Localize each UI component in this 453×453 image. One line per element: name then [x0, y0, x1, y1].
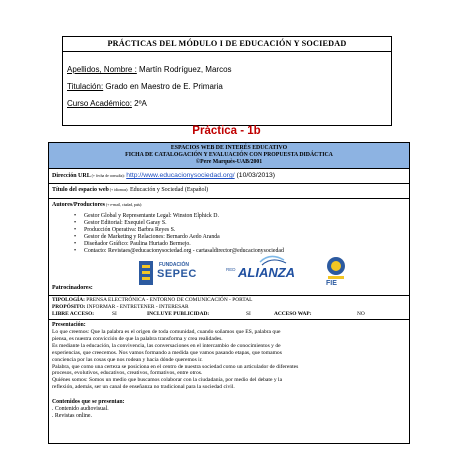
student-info-box: [62, 36, 392, 126]
publicidad-label: INCLUYE PUBLICIDAD:: [147, 311, 210, 317]
presentacion-section: [49, 320, 409, 443]
autor-item: • Producción Operativa: Barbra Reyes S.: [84, 227, 175, 233]
contenidos-label: Contenidos que se presentan:: [52, 399, 125, 405]
ficha-head-line3: ©Pere Marquès-UAB/2001: [195, 159, 263, 165]
libre-value: SI: [112, 311, 117, 317]
libre-label: LIBRE ACCESO:: [52, 311, 95, 317]
proposito-label: PROPÓSITO:: [52, 304, 86, 310]
presentacion-line: Lo que creemos: Que la palabra es el origen de toda comunidad, cuando soñamos que ES, palabra que: [52, 329, 281, 335]
autores-hint: (+ e-mail, ciudad, país):: [105, 203, 143, 207]
autores-label: Autores/Productores: [52, 202, 105, 208]
tipologia-label: TIPOLOGÍA:: [52, 297, 85, 303]
tipologia-value: PRENSA ELECTRÓNICA - ENTORNO DE COMUNICACIÓN - PORTAL: [84, 297, 253, 303]
presentacion-line: piensa, es nuestra convicción de que la palabra transforma y crea realidades.: [52, 335, 223, 342]
fie-text: FIE: [326, 280, 337, 287]
titulacion-label: Titulación:: [67, 82, 104, 91]
contenido-item: . Revistas online.: [52, 413, 92, 419]
acceso-line: [52, 311, 365, 317]
curso-line: [67, 99, 147, 108]
titulo-value: Educación y Sociedad (Español): [128, 187, 209, 193]
publicidad-value: SI: [246, 311, 251, 317]
direccion-date: (10/03/2013): [234, 172, 276, 179]
apellidos-line: [67, 65, 232, 74]
apellidos-value: Martín Rodríguez, Marcos: [136, 65, 232, 74]
presentacion-label: Presentación:: [52, 322, 86, 328]
presentacion-line: conciencia por las cosas que nos rodean y hacia dónde queremos ir.: [52, 356, 203, 363]
presentacion-line: Quiénes somos: Somos un medio que buscamos colaborar con la ciudadanía, por medio del debate y la: [52, 377, 283, 384]
presentacion-line: procesos, evolutivos, educativos, creativos, formativos, entre otros.: [52, 370, 203, 377]
alianza-logo: [224, 254, 304, 292]
titulo-row: [49, 184, 409, 199]
ficha-header: [49, 143, 409, 169]
presentacion-text: [52, 329, 404, 391]
autores-row: [49, 199, 409, 296]
autor-item: • Diseñador Gráfico: Paulina Hurtado Bermejo.: [84, 241, 191, 247]
autor-item: • Gestor Editorial: Exequiel Garay S.: [84, 220, 167, 226]
curso-value: 2ºA: [131, 99, 147, 108]
tipologia-line: [52, 297, 252, 303]
apellidos-label: Apellidos, Nombre :: [67, 65, 137, 74]
titulacion-value: Grado en Maestro de E. Primaria: [103, 82, 223, 91]
titulo-hint: (+ idiomas):: [108, 188, 129, 192]
ficha-catalogacion: [48, 142, 410, 444]
titulacion-line: [67, 82, 223, 91]
patrocinadores-label: Patrocinadores:: [52, 285, 93, 291]
titulo-line: [52, 187, 208, 193]
autor-item: • Gestor Global y Representante Legal: Winston Elphick D.: [84, 213, 219, 219]
wap-value: NO: [357, 311, 365, 317]
website-link[interactable]: http://www.educacionysociedad.org/: [126, 172, 235, 179]
direccion-row: [49, 169, 409, 184]
direccion-line: [52, 172, 275, 179]
autores-line: [52, 202, 142, 208]
presentacion-line: reflexión, además, ser un canal de enseñanza no tradicional para la sociedad civil.: [52, 384, 235, 391]
tipologia-row: [49, 296, 409, 320]
module-title: PRÁCTICAS DEL MÓDULO I DE EDUCACIÓN Y SOCIEDAD: [107, 39, 347, 48]
direccion-label: Dirección URL: [52, 173, 91, 179]
wap-label: ACCESO WAP:: [274, 311, 312, 317]
autor-item: • Gestor de Marketing y Relaciones: Bernardo Aedo Aranda: [84, 234, 220, 240]
header-divider: [63, 51, 391, 52]
proposito-value: INFORMAR - ENTRETENER - INTERESAR: [85, 304, 189, 310]
sepec-top-text: FUNDACIÓN: [159, 262, 189, 268]
sepec-main-text: SEPEC: [157, 268, 197, 280]
presentacion-line: Es mediante la educación, la convivencia, las conversaciones en el intercambio de conocimientos y de: [52, 342, 281, 349]
alianza-top-text: RED: [226, 267, 236, 272]
alianza-main-text: ALIANZA: [238, 265, 296, 280]
ficha-head-line1: ESPACIOS WEB DE INTERÉS EDUCATIVO: [170, 145, 288, 151]
ficha-head-line2: FICHA DE CATALOGACIÓN Y EVALUACIÓN CON PROPUESTA DIDÁCTICA: [125, 152, 333, 158]
titulo-label: Título del espacio web: [52, 187, 109, 193]
direccion-hint: (+ fecha de consulta):: [90, 174, 125, 178]
practica-title: Práctica - 1b: [192, 125, 261, 137]
curso-label: Curso Académico:: [67, 99, 132, 108]
autor-item: • Contacto: Revistaes@educacionysociedad.org - cartasaldirector@educacionysociedad: [84, 248, 284, 254]
presentacion-line: experiencias, que creecemos. Nos vamos formando a medida que vamos pasando etapas, que tomamos: [52, 349, 282, 356]
contenido-item: . Contenido audiovisual.: [52, 406, 109, 412]
presentacion-line: Palabra, que como una certeza se posiciona en el centro de nuestra sociedad como un articulador de diferentes: [52, 363, 299, 370]
proposito-line: [52, 304, 189, 310]
sepec-logo: [137, 257, 207, 291]
fie-logo: [321, 255, 351, 291]
